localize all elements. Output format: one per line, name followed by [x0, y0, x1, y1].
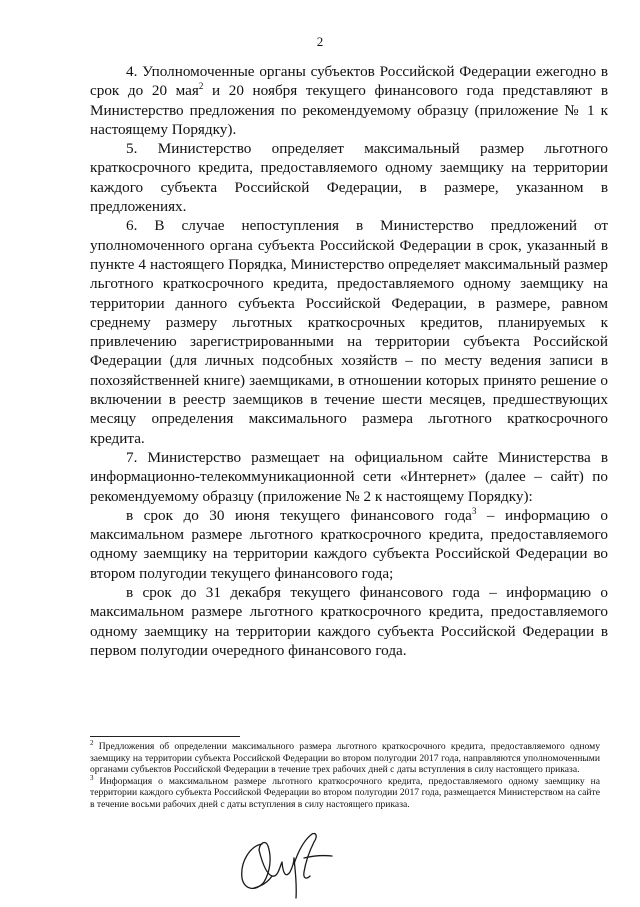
paragraph-4-text-before: 4. Уполномоченные органы субъектов Российской Федерации ежегодно в срок до 20 мая — [90, 63, 608, 100]
paragraph-7-deadline-june — [90, 506, 608, 583]
paragraph-4-text-after: и 20 ноября текущего финансового года представляют в Министерство предложения по рекомендуемому образцу (приложение № 1 к настоящему Порядку). — [90, 82, 608, 138]
footnote-mark-2: 2 — [90, 738, 94, 747]
footnote-separator — [90, 736, 240, 737]
page-number: 2 — [316, 34, 324, 49]
paragraph-7a-text-before: в срок до 30 июня текущего финансового года — [126, 506, 472, 524]
footnote-2-text: Предложения об определении максимального размера льготного краткосрочного кредита, предоставляемого одному заемщику на территории субъекта Российской Федерации во втором полугодии 2017 года, направляются уполномоченными органами субъектов Российской Федерации в течение трех рабочих дней с даты вступления в силу настоящего приказа. — [90, 741, 600, 776]
paragraph-7-deadline-december: в срок до 31 декабря текущего финансового года – информацию о максимальном размере льготного краткосрочного кредита, предоставляемого одному заемщику на территории каждого субъекта Российской Федерации в первом полугодии очередного финансового года. — [90, 584, 608, 659]
footnote-3-text: Информация о максимальном размере льготного краткосрочного кредита, предоставляемого одному заемщику на территории каждого субъекта Российской Федерации во втором полугодии 2017 года, размещается Министерством на сайте в течение восьми рабочих дней с даты вступления в силу настоящего приказа. — [90, 775, 600, 810]
paragraph-7: 7. Министерство размещает на официальном сайте Министерства в информационно-телекоммуникационной сети «Интернет» (далее – сайт) по рекомендуемому образцу (приложение № 2 к настоящему Порядку): — [90, 448, 608, 505]
footnote-ref-2: 2 — [198, 81, 204, 92]
handwritten-signature-icon — [232, 822, 342, 902]
paragraph-6: 6. В случае непоступления в Министерство предложений от уполномоченного органа субъекта Российской Федерации в срок, указанный в пункте 4 настоящего Порядка, Министерство определяет максимальный размер льготного краткосрочного кредита, предоставляемого одному заемщику на территории данного субъекта Российской Федерации, в размере, равном среднему размеру льготных краткосрочных кредитов, планируемых к привлечению зарегистрированными на территории субъекта Российской Федерации (для личных подсобных хозяйств – по месту ведения записи в похозяйственней книге) заемщиками, в отношении которых принято решение о включении в реестр заемщиков в течение шести месяцев, предшествующих месяцу определения максимального размера льготного краткосрочного кредита. — [90, 217, 608, 447]
footnotes — [90, 738, 600, 811]
document-body — [90, 62, 608, 660]
footnote-ref-3: 3 — [471, 505, 477, 516]
footnote-3 — [90, 773, 600, 811]
paragraph-4 — [90, 62, 608, 139]
footnote-2 — [90, 738, 600, 776]
paragraph-5: 5. Министерство определяет максимальный размер льготного краткосрочного кредита, предоставляемого одному заемщику на территории каждого субъекта Российской Федерации, в размере, указанном в предложениях. — [90, 140, 608, 216]
footnote-mark-3: 3 — [90, 773, 94, 782]
paragraph-7a-text-after: – информацию о максимальном размере льготного краткосрочного кредита, предоставляемого одному заемщику на территории каждого субъекта Российской Федерации во втором полугодии текущего финансового года; — [90, 506, 609, 582]
